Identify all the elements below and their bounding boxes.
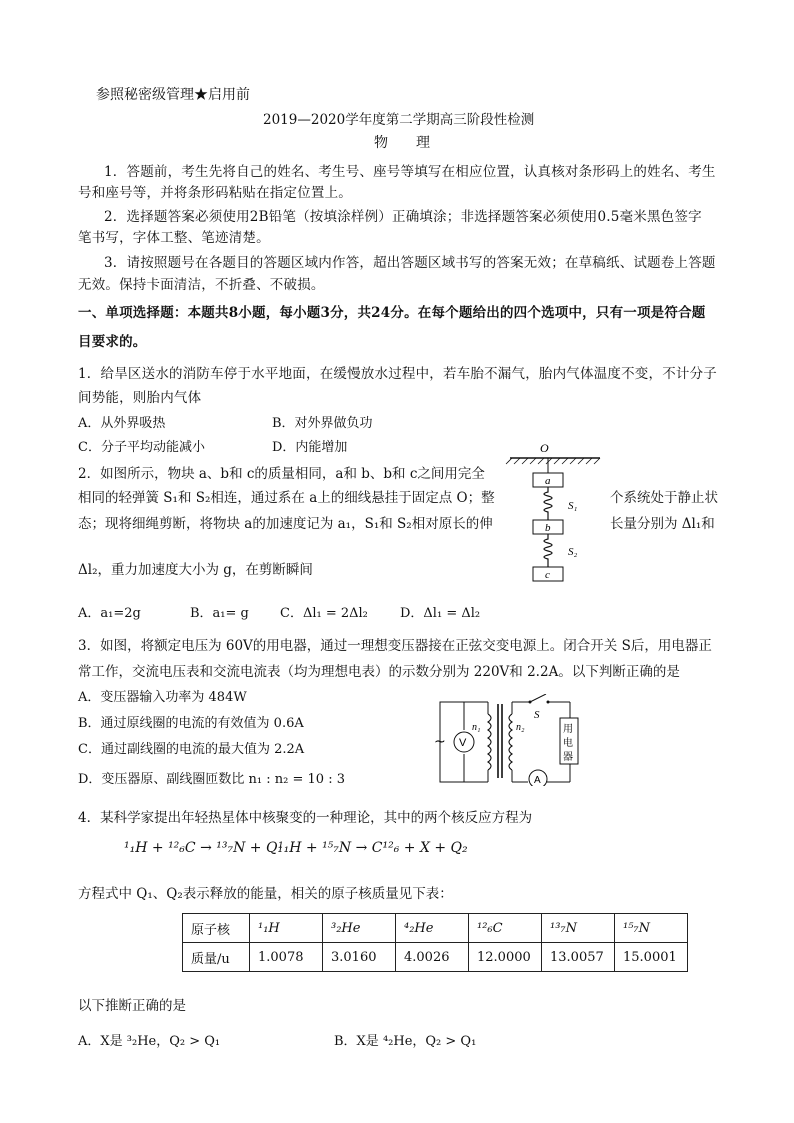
ammeter-label: A bbox=[534, 775, 541, 786]
question-2-stem: 态；现将细绳剪断，将物块 a的加速度记为 a₁，S₁和 S₂相对原长的伸 bbox=[78, 516, 493, 532]
label-O: O bbox=[540, 441, 549, 455]
label-S2: S₂ bbox=[568, 546, 578, 558]
question-4-option-a: A．X是 ³₂He，Q₂ > Q₁ bbox=[78, 1034, 221, 1049]
question-2-option-d: D．Δl₁ = Δl₂ bbox=[400, 606, 481, 621]
instruction-line: 2．选择题答案必须使用2B铅笔（按填涂样例）正确填涂；非选择题答案必须使用0.5毫米黑色签字 bbox=[104, 209, 702, 225]
label-S1: S₁ bbox=[568, 500, 578, 512]
confidential-label: 参照秘密级管理★启用前 bbox=[96, 87, 250, 103]
instruction-line: 号和座号等，并将条形码粘贴在指定位置上。 bbox=[78, 185, 352, 201]
table-cell: 4.0026 bbox=[396, 943, 469, 972]
section-heading: 一、单项选择题：本题共8小题，每小题3分，共24分。在每个题给出的四个选项中，只有一项是符合题 bbox=[78, 305, 706, 321]
question-2-option-b: B．a₁= g bbox=[190, 606, 249, 621]
question-2-option-a: A．a₁=2g bbox=[78, 606, 141, 621]
table-cell: ⁴₂He bbox=[396, 914, 469, 943]
instruction-line: 1．答题前，考生先将自己的姓名、考生号、座号等填写在相应位置，认真核对条形码上的姓名、考生 bbox=[104, 164, 716, 180]
nuclear-mass-table bbox=[182, 913, 688, 972]
instruction-line: 3．请按照题号在各题目的答题区域内作答，超出答题区域书写的答案无效；在草稿纸、试题卷上答题 bbox=[104, 255, 716, 271]
table-row bbox=[183, 943, 688, 972]
question-2-option-c: C．Δl₁ = 2Δl₂ bbox=[280, 606, 368, 621]
question-4-stem: 方程式中 Q₁、Q₂表示释放的能量，相关的原子核质量见下表： bbox=[78, 886, 453, 902]
question-1-option-d: D．内能增加 bbox=[272, 440, 348, 455]
question-1-stem: 1．给旱区送水的消防车停于水平地面，在缓慢放水过程中，若车胎不漏气，胎内气体温度不变，不计分子 bbox=[78, 366, 717, 382]
table-cell: ¹²₆C bbox=[469, 914, 542, 943]
transformer-circuit-diagram bbox=[430, 694, 580, 786]
question-1-option-c: C．分子平均动能减小 bbox=[78, 440, 205, 455]
question-3-option-d: D．变压器原、副线圈匝数比 n₁ : n₂ = 10 : 3 bbox=[78, 772, 345, 787]
question-3-stem: 3．如图，将额定电压为 60V的用电器，通过一理想变压器接在正弦交变电源上。闭合开关 S后，用电器正 bbox=[78, 638, 712, 654]
question-2-stem: 相同的轻弹簧 S₁和 S₂相连，通过系在 a上的细线悬挂于固定点 O；整 bbox=[78, 490, 495, 506]
question-4-stem: 以下推断正确的是 bbox=[78, 998, 186, 1014]
label-n2: n₂ bbox=[516, 722, 525, 733]
table-cell: ³₂He bbox=[323, 914, 396, 943]
switch-s bbox=[530, 694, 546, 702]
question-3-stem: 常工作，交流电压表和交流电流表（均为理想电表）的示数分别为 220V和 2.2A。以下判断正确的是 bbox=[78, 664, 680, 680]
device-label: 电 bbox=[563, 738, 573, 749]
label-c: c bbox=[545, 569, 550, 581]
table-cell: ¹³₇N bbox=[542, 914, 615, 943]
table-cell: 质量/u bbox=[183, 943, 250, 972]
subject-title: 物 理 bbox=[374, 135, 430, 151]
table-cell: ¹⁵₇N bbox=[615, 914, 688, 943]
ac-source-icon: ~ bbox=[434, 734, 446, 750]
equation-2: ¹₁H + ¹⁵₇N → C¹²₆ + X + Q₂ bbox=[278, 840, 468, 856]
question-3-option-a: A．变压器输入功率为 484W bbox=[78, 690, 247, 705]
instruction-line: 无效。保持卡面清洁，不折叠、不破损。 bbox=[78, 277, 325, 293]
question-2-stem: 个系统处于静止状 bbox=[610, 490, 718, 506]
table-cell: ¹₁H bbox=[250, 914, 323, 943]
question-1-option-b: B．对外界做负功 bbox=[272, 416, 373, 431]
table-cell: 12.0000 bbox=[469, 943, 542, 972]
voltmeter-label: V bbox=[459, 737, 467, 749]
instruction-line: 笔书写，字体工整、笔迹清楚。 bbox=[78, 230, 270, 246]
label-n1: n₁ bbox=[472, 722, 481, 733]
spring-block-diagram bbox=[500, 440, 610, 590]
question-2-stem: 长量分别为 Δl₁和 bbox=[610, 516, 715, 532]
table-cell: 原子核 bbox=[183, 914, 250, 943]
label-a: a bbox=[545, 475, 551, 487]
section-heading: 目要求的。 bbox=[78, 334, 147, 350]
question-3-option-b: B．通过原线圈的电流的有效值为 0.6A bbox=[78, 716, 304, 731]
equation-1: ¹₁H + ¹²₆C → ¹³₇N + Q₁ bbox=[124, 840, 284, 856]
label-b: b bbox=[545, 522, 551, 534]
question-4-option-b: B．X是 ⁴₂He，Q₂ > Q₁ bbox=[334, 1034, 477, 1049]
question-3-option-c: C．通过副线圈的电流的最大值为 2.2A bbox=[78, 742, 305, 757]
question-1-option-a: A．从外界吸热 bbox=[78, 416, 166, 431]
question-1-stem: 间势能，则胎内气体 bbox=[78, 390, 202, 406]
question-2-stem: 2．如图所示，物块 a、b和 c的质量相同，a和 b、b和 c之间用完全 bbox=[78, 466, 485, 482]
question-2-stem: Δl₂，重力加速度大小为 g，在剪断瞬间 bbox=[78, 562, 313, 578]
table-header-row bbox=[183, 914, 688, 943]
label-S: S bbox=[534, 709, 540, 721]
table-cell: 1.0078 bbox=[250, 943, 323, 972]
table-cell: 13.0057 bbox=[542, 943, 615, 972]
device-label: 器 bbox=[563, 752, 573, 763]
question-4-stem: 4．某科学家提出年轻热星体中核聚变的一种理论，其中的两个核反应方程为 bbox=[78, 810, 533, 826]
table-cell: 3.0160 bbox=[323, 943, 396, 972]
table-cell: 15.0001 bbox=[615, 943, 688, 972]
exam-title: 2019—2020学年度第二学期高三阶段性检测 bbox=[263, 112, 535, 128]
device-label: 用 bbox=[563, 724, 573, 735]
